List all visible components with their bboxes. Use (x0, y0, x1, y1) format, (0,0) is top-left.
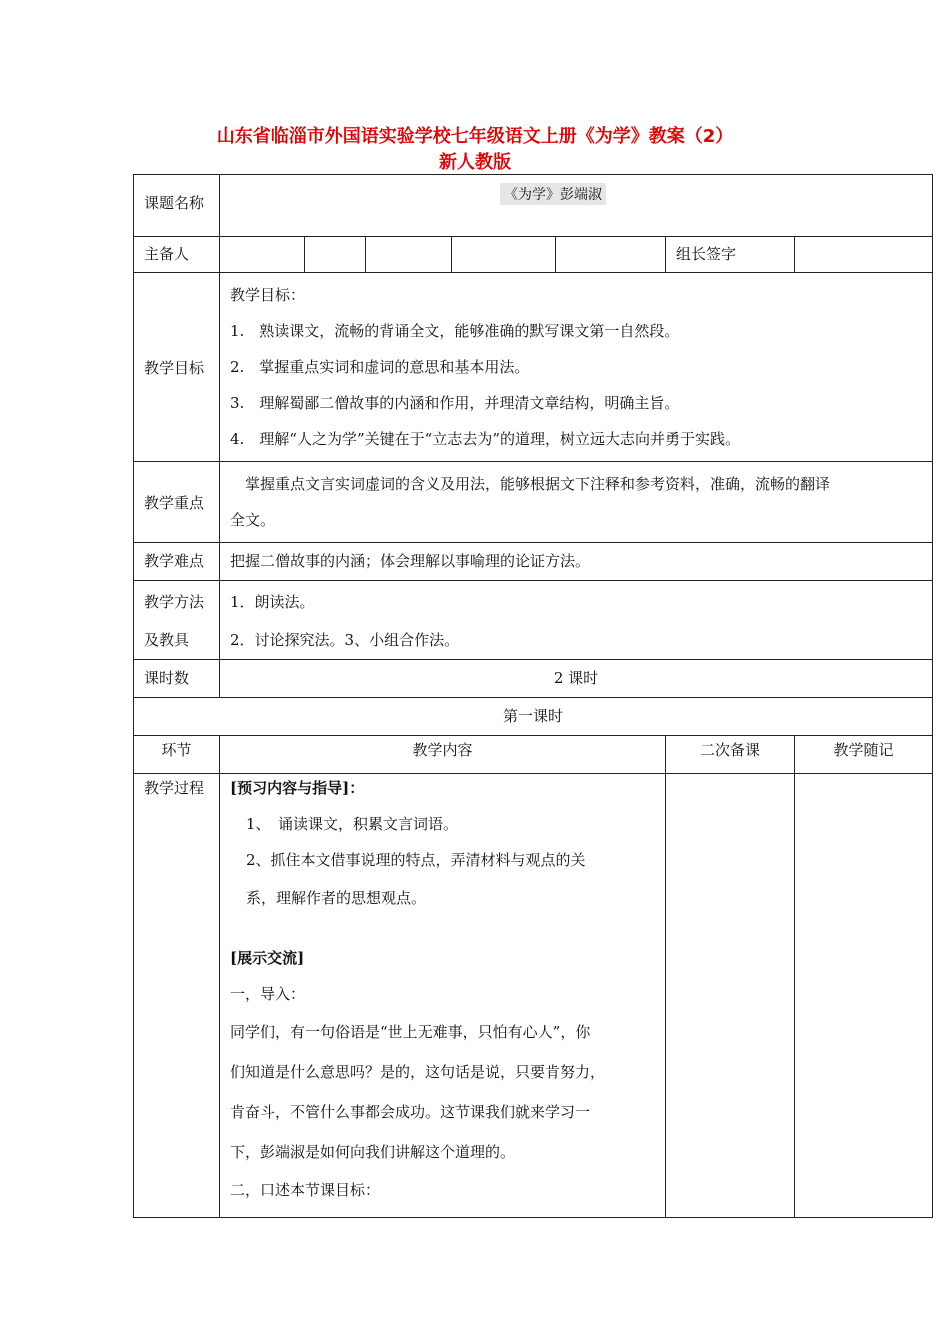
course-name-value: 《为学》彭端淑 (500, 183, 606, 205)
preview-item-1: 1、 诵读课文，积累文言词语。 (246, 815, 459, 833)
first-lesson-heading: 第一课时 (134, 698, 933, 736)
key-points-label: 教学重点 (134, 462, 220, 543)
title-line-2: 新人教版 (439, 152, 511, 173)
preparer-cell-2 (305, 237, 366, 273)
method-item-1: 1．朗读法。 (230, 593, 315, 611)
preview-item-2a: 2、抓住本文借事说理的特点，弄清材料与观点的关 (246, 851, 586, 869)
difficulty-value: 把握二僧故事的内涵；体会理解以事喻理的论证方法。 (220, 543, 933, 581)
preparer-cell-3 (366, 237, 452, 273)
row-first-lesson (134, 698, 933, 736)
objectives-label: 教学目标 (134, 273, 220, 462)
row-course-name (134, 175, 933, 237)
course-name-cell (220, 175, 933, 237)
leader-sign-label: 组长签字 (666, 237, 795, 273)
row-column-headers (134, 736, 933, 774)
lesson-plan-table (133, 174, 933, 1218)
intro-line: 下，彭端淑是如何向我们讲解这个道理的。 (230, 1143, 516, 1161)
title-line-1: 山东省临淄市外国语实验学校七年级语文上册《为学》教案（2） (216, 126, 734, 147)
preparer-cell-5 (556, 237, 666, 273)
col-header-stage: 环节 (134, 736, 220, 774)
preparer-cell-1 (220, 237, 305, 273)
key-points-line-2: 全文。 (230, 511, 276, 529)
objectives-cell (220, 273, 933, 462)
intro-heading: 一，导入： (230, 985, 306, 1003)
key-points-cell (220, 462, 933, 543)
course-name-label: 课题名称 (134, 175, 220, 237)
objective-item: 3. 理解蜀鄙二僧故事的内涵和作用，并理清文章结构，明确主旨。 (230, 394, 680, 412)
method-cell (220, 581, 933, 660)
preview-heading: [预习内容与指导]： (230, 779, 365, 797)
method-label-2: 及教具 (144, 631, 190, 649)
intro-line: 同学们，有一句俗语是“世上无难事，只怕有心人”，你 (230, 1023, 591, 1041)
objective-item: 1. 熟读课文，流畅的背诵全文，能够准确的默写课文第一自然段。 (230, 322, 680, 340)
key-points-line-1: 掌握重点文言实词虚词的含义及用法，能够根据文下注释和参考资料，准确，流畅的翻译 (230, 475, 831, 493)
row-method (134, 581, 933, 660)
preparer-cell-4 (452, 237, 556, 273)
objectives-heading: 教学目标： (230, 286, 306, 304)
hours-value: 2 课时 (220, 660, 933, 698)
row-difficulty (134, 543, 933, 581)
row-hours (134, 660, 933, 698)
leader-sign-cell (795, 237, 933, 273)
preparer-label: 主备人 (134, 237, 220, 273)
document-title (0, 124, 950, 176)
intro-line: 们知道是什么意思吗？是的，这句话是说，只要肯努力， (230, 1063, 606, 1081)
goals-heading: 二，口述本节课目标： (230, 1181, 381, 1199)
method-label-cell (134, 581, 220, 660)
intro-line: 肯奋斗，不管什么事都会成功。这节课我们就来学习一 (230, 1103, 591, 1121)
spacer (230, 918, 655, 940)
row-key-points (134, 462, 933, 543)
col-header-second-prep: 二次备课 (666, 736, 795, 774)
process-label: 教学过程 (134, 774, 220, 1218)
difficulty-label: 教学难点 (134, 543, 220, 581)
process-content-cell (220, 774, 666, 1218)
method-label-1: 教学方法 (144, 593, 205, 611)
hours-label: 课时数 (134, 660, 220, 698)
objective-item: 4. 理解“人之为学”关键在于“立志去为”的道理，树立远大志向并勇于实践。 (230, 430, 740, 448)
second-prep-cell (666, 774, 795, 1218)
exchange-heading: [展示交流] (230, 949, 305, 967)
objective-item: 2. 掌握重点实词和虚词的意思和基本用法。 (230, 358, 530, 376)
preview-item-2b: 系，理解作者的思想观点。 (246, 889, 427, 907)
col-header-content: 教学内容 (220, 736, 666, 774)
col-header-notes: 教学随记 (795, 736, 933, 774)
notes-cell (795, 774, 933, 1218)
row-preparer (134, 237, 933, 273)
row-objectives (134, 273, 933, 462)
row-process (134, 774, 933, 1218)
method-item-2: 2．讨论探究法。3、小组合作法。 (230, 631, 460, 649)
